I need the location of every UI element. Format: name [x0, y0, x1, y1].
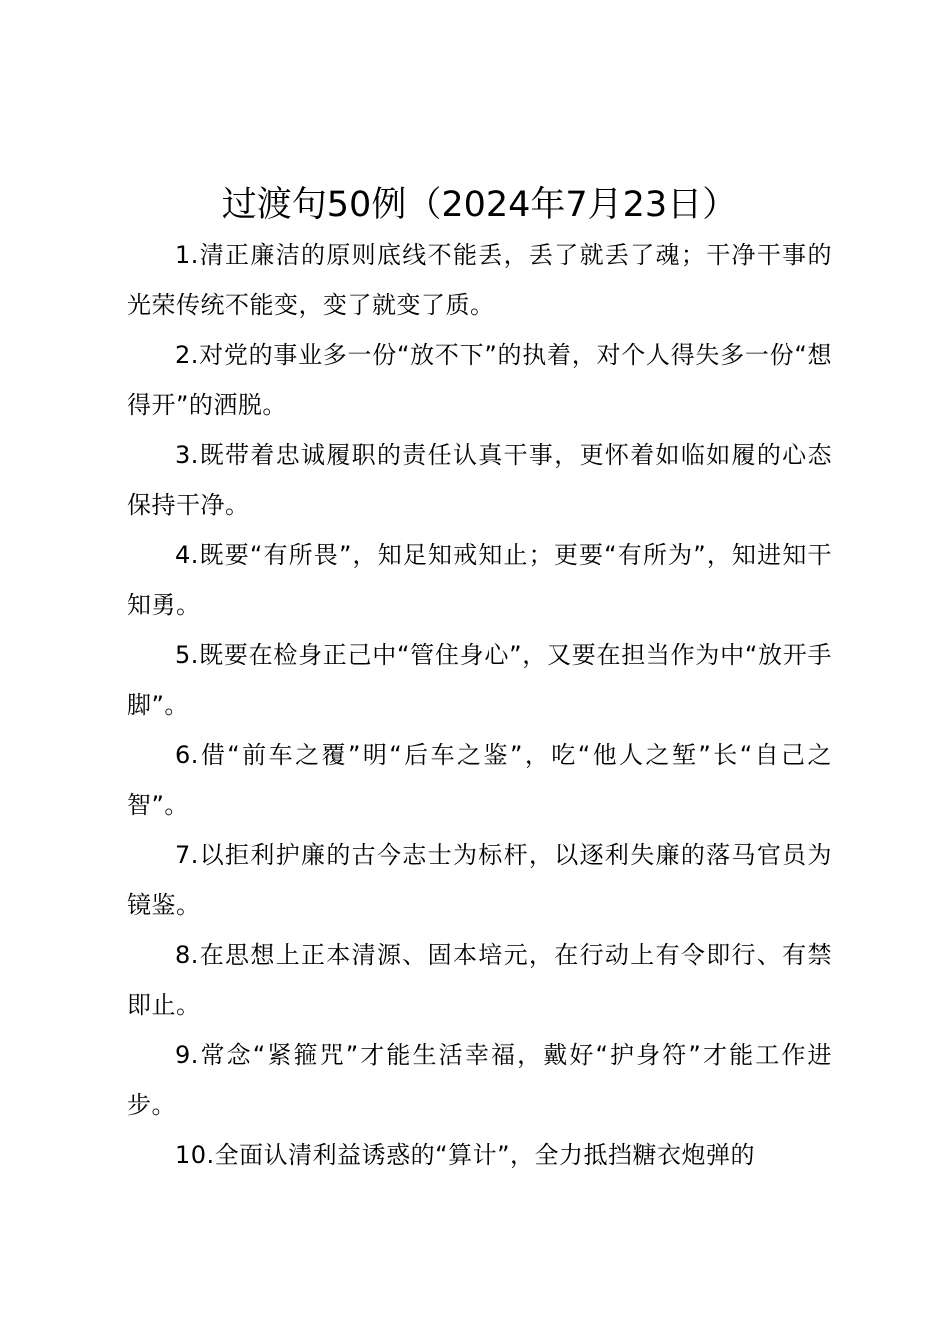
paragraph-7: 7.以拒利护廉的古今志士为标杆，以逐利失廉的落马官员为镜鉴。 [127, 841, 832, 919]
paragraph-4: 4.既要“有所畏”，知足知戒知止；更要“有所为”，知进知干知勇。 [127, 541, 832, 619]
paragraph-2: 2.对党的事业多一份“放不下”的执着，对个人得失多一份“想得开”的洒脱。 [127, 341, 832, 419]
paragraph-10: 10.全面认清利益诱惑的“算计”，全力抵挡糖衣炮弹的 [175, 1141, 756, 1169]
document-body [127, 230, 832, 1180]
paragraph-3: 3.既带着忠诚履职的责任认真干事，更怀着如临如履的心态保持干净。 [127, 441, 832, 519]
paragraph-6: 6.借“前车之覆”明“后车之鉴”，吃“他人之堑”长“自己之智”。 [127, 741, 832, 819]
paragraph-1: 1.清正廉洁的原则底线不能丢，丢了就丢了魂；干净干事的光荣传统不能变，变了就变了质。 [127, 241, 832, 319]
paragraph-5: 5.既要在检身正己中“管住身心”，又要在担当作为中“放开手脚”。 [127, 641, 832, 719]
paragraph-9: 9.常念“紧箍咒”才能生活幸福，戴好“护身符”才能工作进步。 [127, 1041, 832, 1119]
paragraph-8: 8.在思想上正本清源、固本培元，在行动上有令即行、有禁即止。 [127, 941, 832, 1019]
document-title: 过渡句50例（2024年7月23日） [221, 185, 738, 225]
